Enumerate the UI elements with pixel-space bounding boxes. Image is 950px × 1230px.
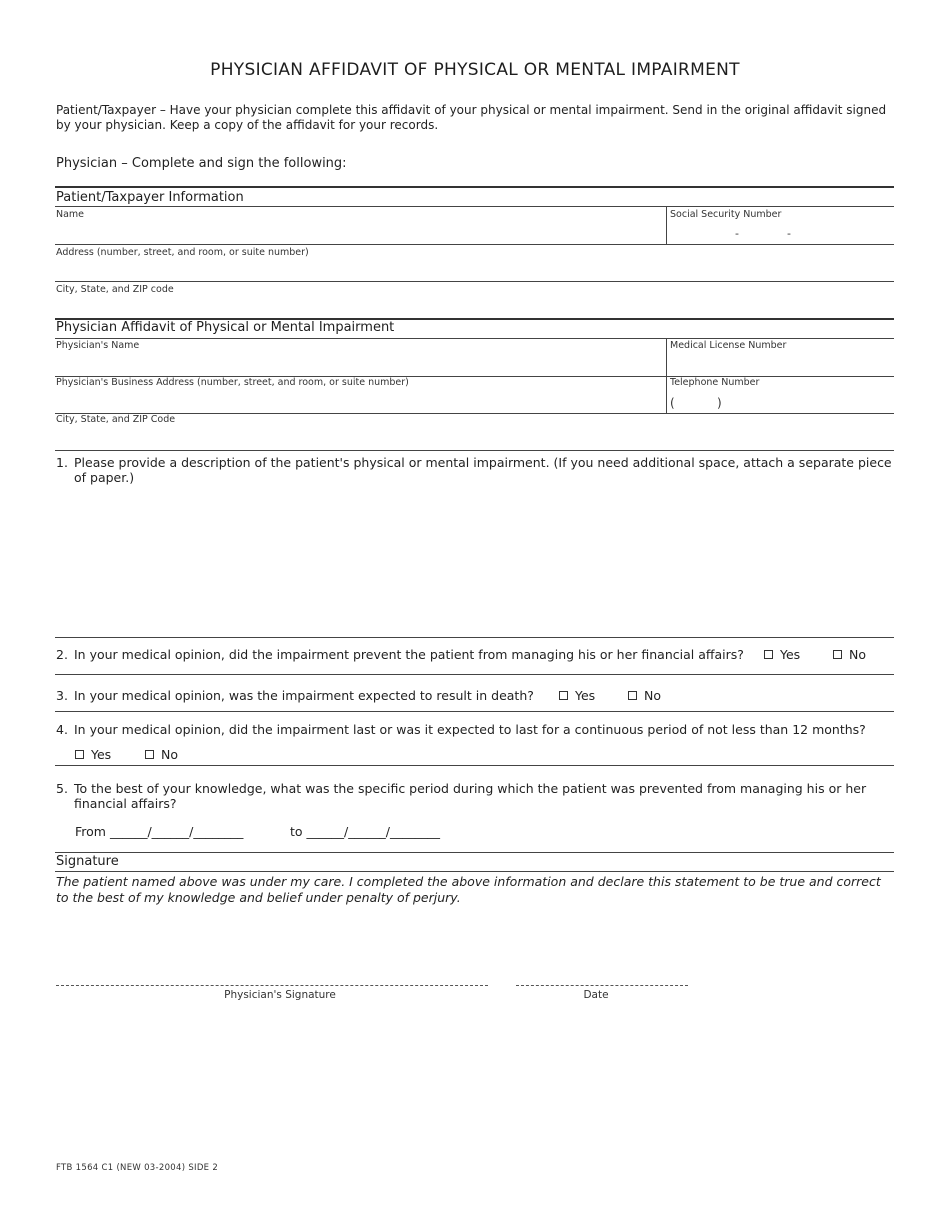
ssn-field[interactable] [668,220,894,242]
physician-section-heading: Physician Affidavit of Physical or Mental Impairment [56,320,395,335]
name-field[interactable] [56,220,664,242]
period-to-field[interactable]: to ______/______/________ [290,824,440,839]
question-number: 4. [56,722,68,737]
question-5 [56,781,894,811]
phone-paren-close: ) [717,396,722,410]
city-field[interactable] [56,295,894,317]
yes-label: Yes [780,647,801,662]
physician-city-label: City, State, and ZIP Code [56,414,176,425]
section-divider [55,852,894,853]
q4-no-checkbox[interactable] [145,747,178,762]
section-divider [55,186,894,188]
question-text: To the best of your knowledge, what was the specific period during which the patient was prevented from managing his or her financial affairs? [74,781,867,811]
divider [55,244,894,245]
checkbox-icon [145,750,154,759]
question-text: Please provide a description of the patient's physical or mental impairment. (If you need additional space, attach a separate piece of paper.) [74,455,892,485]
divider [55,765,894,766]
divider [55,871,894,872]
q3-no-checkbox[interactable] [628,688,661,703]
divider [55,413,894,414]
ssn-dash: - [735,227,739,240]
phone-label: Telephone Number [670,377,760,388]
license-field[interactable] [668,352,894,374]
question-number: 2. [56,647,68,662]
divider [55,206,894,207]
question-2 [56,647,756,662]
declaration-text: The patient named above was under my care. I completed the above information and declare this statement to be true and correct to the best of my knowledge and belief under penalty of perjury. [56,874,881,905]
q2-no-checkbox[interactable] [833,647,866,662]
signature-label: Physician's Signature [224,989,336,1001]
divider [55,637,894,638]
physician-city-field[interactable] [56,426,894,448]
checkbox-icon [628,691,637,700]
phone-paren-open: ( [670,396,675,410]
divider [55,711,894,712]
checkbox-icon [833,650,842,659]
date-line[interactable] [516,985,688,986]
signature-line[interactable] [56,985,488,986]
patient-section-heading: Patient/Taxpayer Information [56,190,244,205]
ssn-label: Social Security Number [670,209,782,220]
no-label: No [644,688,661,703]
divider [55,450,894,451]
date-label: Date [583,989,609,1001]
q2-yes-checkbox[interactable] [764,647,800,662]
intro-text: Patient/Taxpayer – Have your physician complete this affidavit of your physical or mental impairment. Send in the original affidavit signed by your physician. Keep a copy of the affidavit for your records. [56,103,887,132]
question-number: 1. [56,455,68,470]
yes-label: Yes [91,747,112,762]
address-label: Address (number, street, and room, or suite number) [56,247,309,258]
checkbox-icon [75,750,84,759]
ssn-dash: - [787,227,791,240]
q4-yes-checkbox[interactable] [75,747,111,762]
address-field[interactable] [56,258,894,280]
page-title: PHYSICIAN AFFIDAVIT OF PHYSICAL OR MENTAL IMPAIRMENT [210,60,740,80]
question-4 [56,722,894,737]
physician-name-label: Physician's Name [56,340,140,351]
city-label: City, State, and ZIP code [56,284,174,295]
checkbox-icon [559,691,568,700]
question-text: In your medical opinion, did the impairment last or was it expected to last for a continuous period of not less than 12 months? [74,722,866,737]
no-label: No [161,747,178,762]
physician-instruction: Physician – Complete and sign the following: [56,156,347,171]
question-number: 5. [56,781,68,796]
physician-name-field[interactable] [56,352,664,374]
divider [55,281,894,282]
divider [55,674,894,675]
checkbox-icon [764,650,773,659]
question-number: 3. [56,688,68,703]
question-text: In your medical opinion, was the impairment expected to result in death? [74,688,534,703]
yes-label: Yes [575,688,596,703]
divider [666,206,667,244]
no-label: No [849,647,866,662]
phone-field[interactable] [668,389,894,411]
impairment-description-area[interactable] [56,490,894,630]
license-label: Medical License Number [670,340,787,351]
name-label: Name [56,209,85,220]
business-address-label: Physician's Business Address (number, street, and room, or suite number) [56,377,409,388]
business-address-field[interactable] [56,389,664,411]
question-1 [56,455,894,485]
divider [55,338,894,339]
signature-heading: Signature [56,854,119,869]
question-3 [56,688,556,703]
period-from-field[interactable]: From ______/______/________ [75,824,244,839]
question-text: In your medical opinion, did the impairment prevent the patient from managing his or her financial affairs? [74,647,744,662]
q3-yes-checkbox[interactable] [559,688,595,703]
form-footer: FTB 1564 C1 (NEW 03-2004) SIDE 2 [56,1163,219,1173]
